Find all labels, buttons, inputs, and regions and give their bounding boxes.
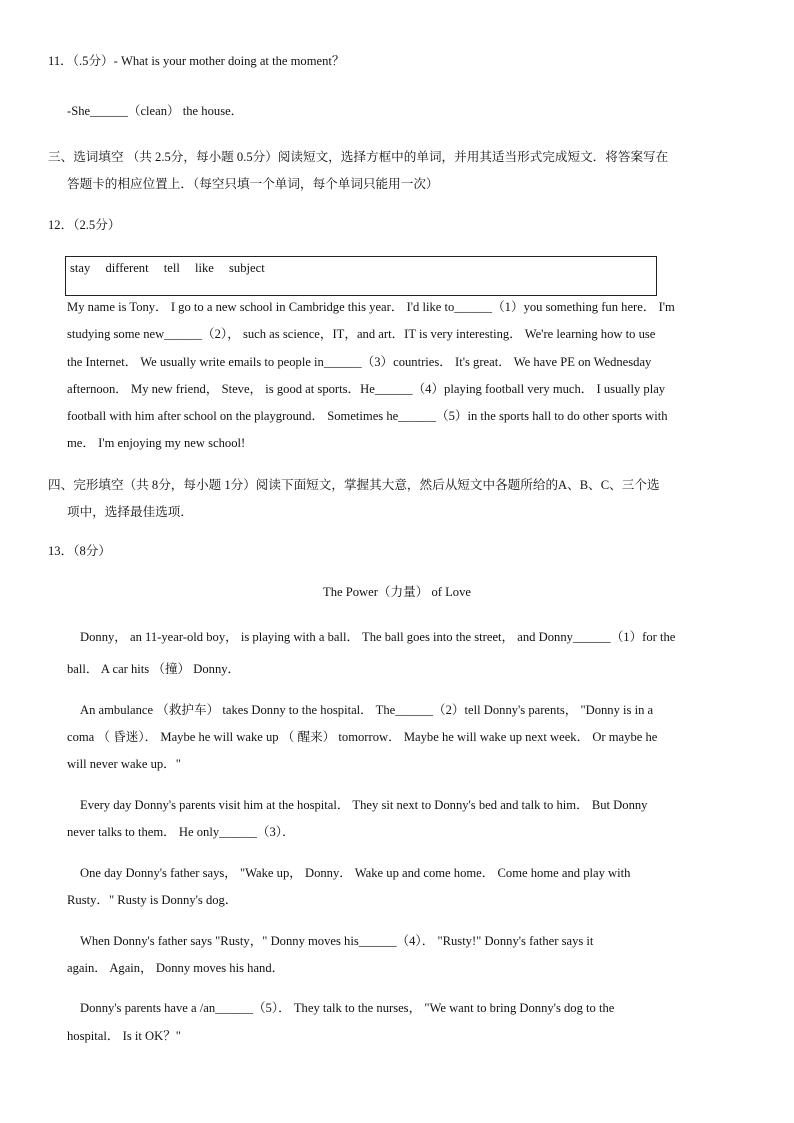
- section-4-instructions-cont: 项中，选择最佳选项．: [67, 505, 193, 519]
- question-11-prompt: 11．（.5分）- What is your mother doing at the moment？: [48, 54, 345, 68]
- story-paragraph-line: When Donny's father says "Rusty，" Donny moves his______（4）． "Rusty!" Donny's father says it: [80, 934, 594, 948]
- word-bank-item: different: [105, 261, 149, 275]
- story-paragraph-line: will never wake up．": [67, 757, 181, 771]
- story-paragraph-line: hospital． Is it OK？": [67, 1029, 181, 1043]
- section-3-instructions: 三、选词填空 （共 2.5分，每小题 0.5分）阅读短文，选择方框中的单词，并用其适当形式完成短文．将答案写在: [48, 150, 669, 164]
- story-title: The Power（力量） of Love: [323, 585, 471, 599]
- section-4-instructions: 四、完形填空（共 8分，每小题 1分）阅读下面短文，掌握其大意，然后从短文中各题所给的A、B、C、三个选: [48, 478, 660, 492]
- passage-12-line: me． I'm enjoying my new school!: [67, 436, 246, 450]
- story-paragraph-line: One day Donny's father says， "Wake up， Donny． Wake up and come home． Come home and play with: [80, 866, 631, 880]
- story-paragraph-line: An ambulance （救护车） takes Donny to the hospital． The______（2）tell Donny's parents， "Donny is in a: [80, 703, 654, 717]
- story-paragraph-line: never talks to them． He only______（3）．: [67, 825, 295, 839]
- section-3-instructions-cont: 答题卡的相应位置上．（每空只填一个单词，每个单词只能用一次）: [67, 177, 439, 191]
- word-bank-item: like: [194, 261, 214, 275]
- story-paragraph-line: Donny's parents have a /an______（5）． They talk to the nurses， "We want to bring Donny's dog to the: [80, 1001, 615, 1015]
- passage-12-line: studying some new______（2）， such as science，IT，and art．IT is very interesting． We're learning how to use: [67, 327, 656, 341]
- story-paragraph-line: Donny， an 11-year-old boy， is playing with a ball． The ball goes into the street， and Donny______（1）for the: [80, 630, 676, 644]
- passage-12-line: the Internet． We usually write emails to people in______（3）countries． It's great． We have PE on Wednesday: [67, 355, 652, 369]
- passage-12-line: My name is Tony． I go to a new school in Cambridge this year． I'd like to______（1）you something fun here． I'm: [67, 300, 675, 314]
- word-bank-item: subject: [229, 261, 265, 275]
- story-paragraph-line: coma （ 昏迷）． Maybe he will wake up （ 醒来） tomorrow． Maybe he will wake up next week． Or maybe he: [67, 730, 658, 744]
- question-11-answer-line: -She______（clean） the house．: [67, 104, 244, 118]
- story-paragraph-line: ball． A car hits （撞） Donny．: [67, 662, 241, 676]
- story-paragraph-line: again． Again， Donny moves his hand．: [67, 961, 285, 975]
- word-bank-box: [65, 256, 657, 296]
- word-bank-item: tell: [163, 261, 180, 275]
- story-paragraph-line: Rusty．" Rusty is Donny's dog．: [67, 893, 238, 907]
- question-12-label: 12．（2.5分）: [48, 218, 121, 232]
- passage-12-line: afternoon． My new friend， Steve， is good at sports．He______（4）playing football very much． I usually play: [67, 382, 666, 396]
- question-13-label: 13．（8分）: [48, 544, 111, 558]
- story-paragraph-line: Every day Donny's parents visit him at the hospital． They sit next to Donny's bed and talk to him． But Donny: [80, 798, 648, 812]
- word-bank-item: stay: [70, 261, 91, 275]
- passage-12-line: football with him after school on the playground． Sometimes he______（5）in the sports hall to do other sports with: [67, 409, 668, 423]
